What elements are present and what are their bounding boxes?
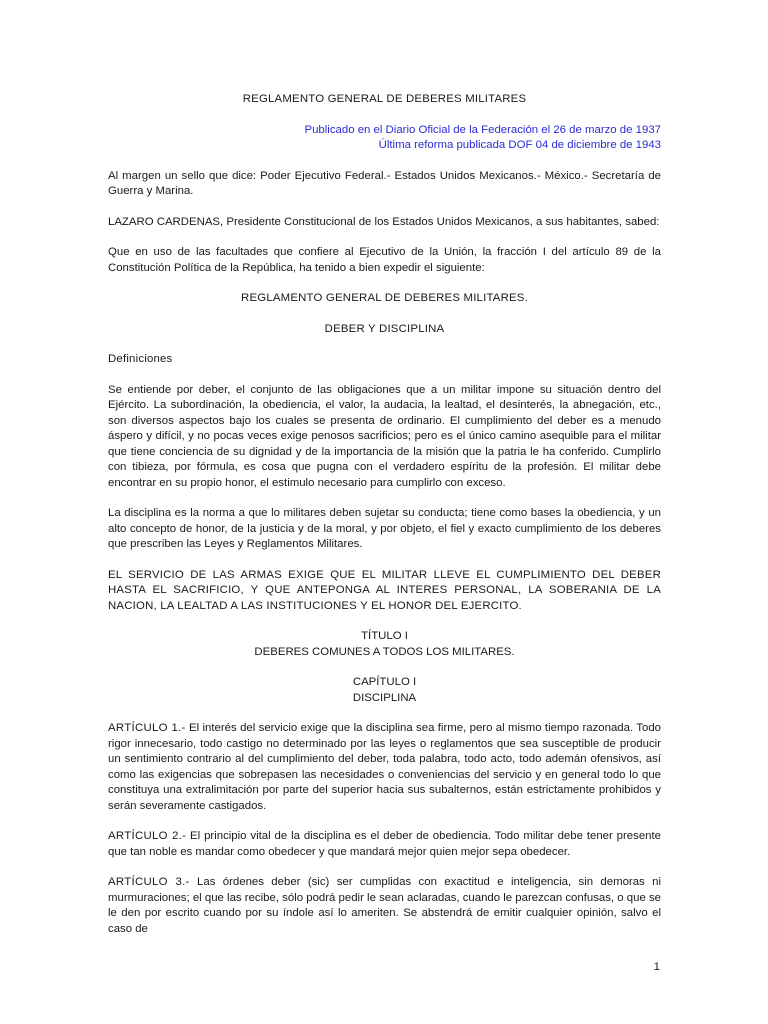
article-paragraph — [108, 829, 661, 860]
article-text: Las órdenes deber (sic) ser cumplidas con exactitud e inteligencia, sin demoras ni murmuraciones; el que las recibe, sólo podrá pedir le sean aclaradas, cuando le parezcan confusas, o que se le den por escrito cuando por su índole así lo ameriten. Se abstendrá de emitir cualquier opinión, salvo el caso de — [108, 876, 661, 935]
definition-paragraph-uppercase: EL SERVICIO DE LAS ARMAS EXIGE QUE EL MILITAR LLEVE EL CUMPLIMIENTO DEL DEBER HASTA EL SACRIFICIO, Y QUE ANTEPONGA AL INTERES PERSONAL, LA SOBERANIA DE LA NACION, LA LEALTAD A LAS INSTITUCIONES Y EL HONOR DEL EJERCITO. — [108, 568, 661, 612]
president-paragraph — [108, 215, 661, 231]
definition-paragraph: La disciplina es la norma a que lo militares deben sujetar su conducta; tiene como bases la obediencia, y un alto concepto de honor, de la justicia y de la moral, y por objeto, el fiel y exacto cumplimiento de los deberes que prescriben las Leyes y Reglamentos Militares. — [108, 507, 661, 550]
article-paragraph — [108, 875, 661, 937]
article-text: El interés del servicio exige que la disciplina sea firme, pero al mismo tiempo razonada. Todo rigor innecesario, todo castigo no determinado por las leyes o reglamentos que sea susceptible de producir un sentimiento contrario al del cumplimiento del deber, toda palabra, todo acto, todo ademán ofensivos, así como las exigencias que sobrepasen las necesidades o conveniencias del servicio y en general todo lo que constituya una extralimitación por parte del superior hacia sus subalternos, están estrictamente prohibidos y serán severamente castigados. — [108, 722, 661, 812]
president-name: LAZARO CARDENAS — [108, 215, 221, 228]
article-label: ARTÍCULO 1.- — [108, 722, 186, 734]
titulo-heading — [108, 629, 661, 660]
publication-line-1: Publicado en el Diario Oficial de la Federación el 26 de marzo de 1937 — [304, 123, 661, 136]
capitulo-name: DISCIPLINA — [352, 691, 417, 704]
regulation-title: REGLAMENTO GENERAL DE DEBERES MILITARES. — [241, 292, 528, 304]
margin-seal-paragraph: Al margen un sello que dice: Poder Ejecutivo Federal.- Estados Unidos Mexicanos.- México.- Secretaría de Guerra y Marina. — [108, 169, 661, 197]
article-paragraph — [108, 721, 661, 814]
preamble-paragraph: Que en uso de las facultades que confiere al Ejecutivo de la Unión, la fracción I del artículo 89 de la Constitución Política de la República, ha tenido a bien expedir el siguiente: — [108, 246, 661, 274]
publication-line-2: Última reforma publicada DOF 04 de diciembre de 1943 — [378, 139, 661, 151]
definition-paragraph: Se entiende por deber, el conjunto de las obligaciones que a un militar impone su situación dentro del Ejército. La subordinación, la obediencia, el valor, la audacia, la lealtad, el desinterés, la abnegación, etc., son diversos aspectos bajo los cuales se presenta de ordinario. El cumplimiento del deber es a menudo áspero y difícil, y no pocas veces exige penosos sacrificios; pero es el único camino asequible para el militar que tiene conciencia de su dignidad y de la importancia de la misión que la patria le ha conferido. Cumplirlo con tibieza, por fórmula, es cosa que pugna con el verdadero espíritu de la profesión. El militar debe encontrar en su propio honor, el estimulo necesario para cumplirlo con exceso. — [108, 383, 661, 489]
article-text: El principio vital de la disciplina es el deber de obediencia. Todo militar debe tener presente que tan noble es mandar como obedecer y que mandará mejor quien mejor sepa obedecer. — [108, 830, 661, 858]
capitulo-label: CAPÍTULO I — [352, 676, 417, 688]
definitions-heading: Definiciones — [108, 353, 173, 365]
article-label: ARTÍCULO 3.- — [108, 876, 190, 888]
titulo-name: DEBERES COMUNES A TODOS LOS MILITARES. — [254, 645, 515, 658]
publication-note — [108, 123, 661, 154]
section-title: DEBER Y DISCIPLINA — [324, 322, 445, 335]
page-number: 1 — [653, 961, 660, 973]
article-label: ARTÍCULO 2.- — [108, 830, 187, 842]
document-body — [108, 92, 661, 937]
president-text: , Presidente Constitucional de los Estados Unidos Mexicanos, a sus habitantes, sabed: — [220, 215, 660, 228]
capitulo-heading — [108, 675, 661, 706]
document-title: REGLAMENTO GENERAL DE DEBERES MILITARES — [242, 93, 527, 105]
titulo-label: TÍTULO I — [361, 630, 408, 642]
